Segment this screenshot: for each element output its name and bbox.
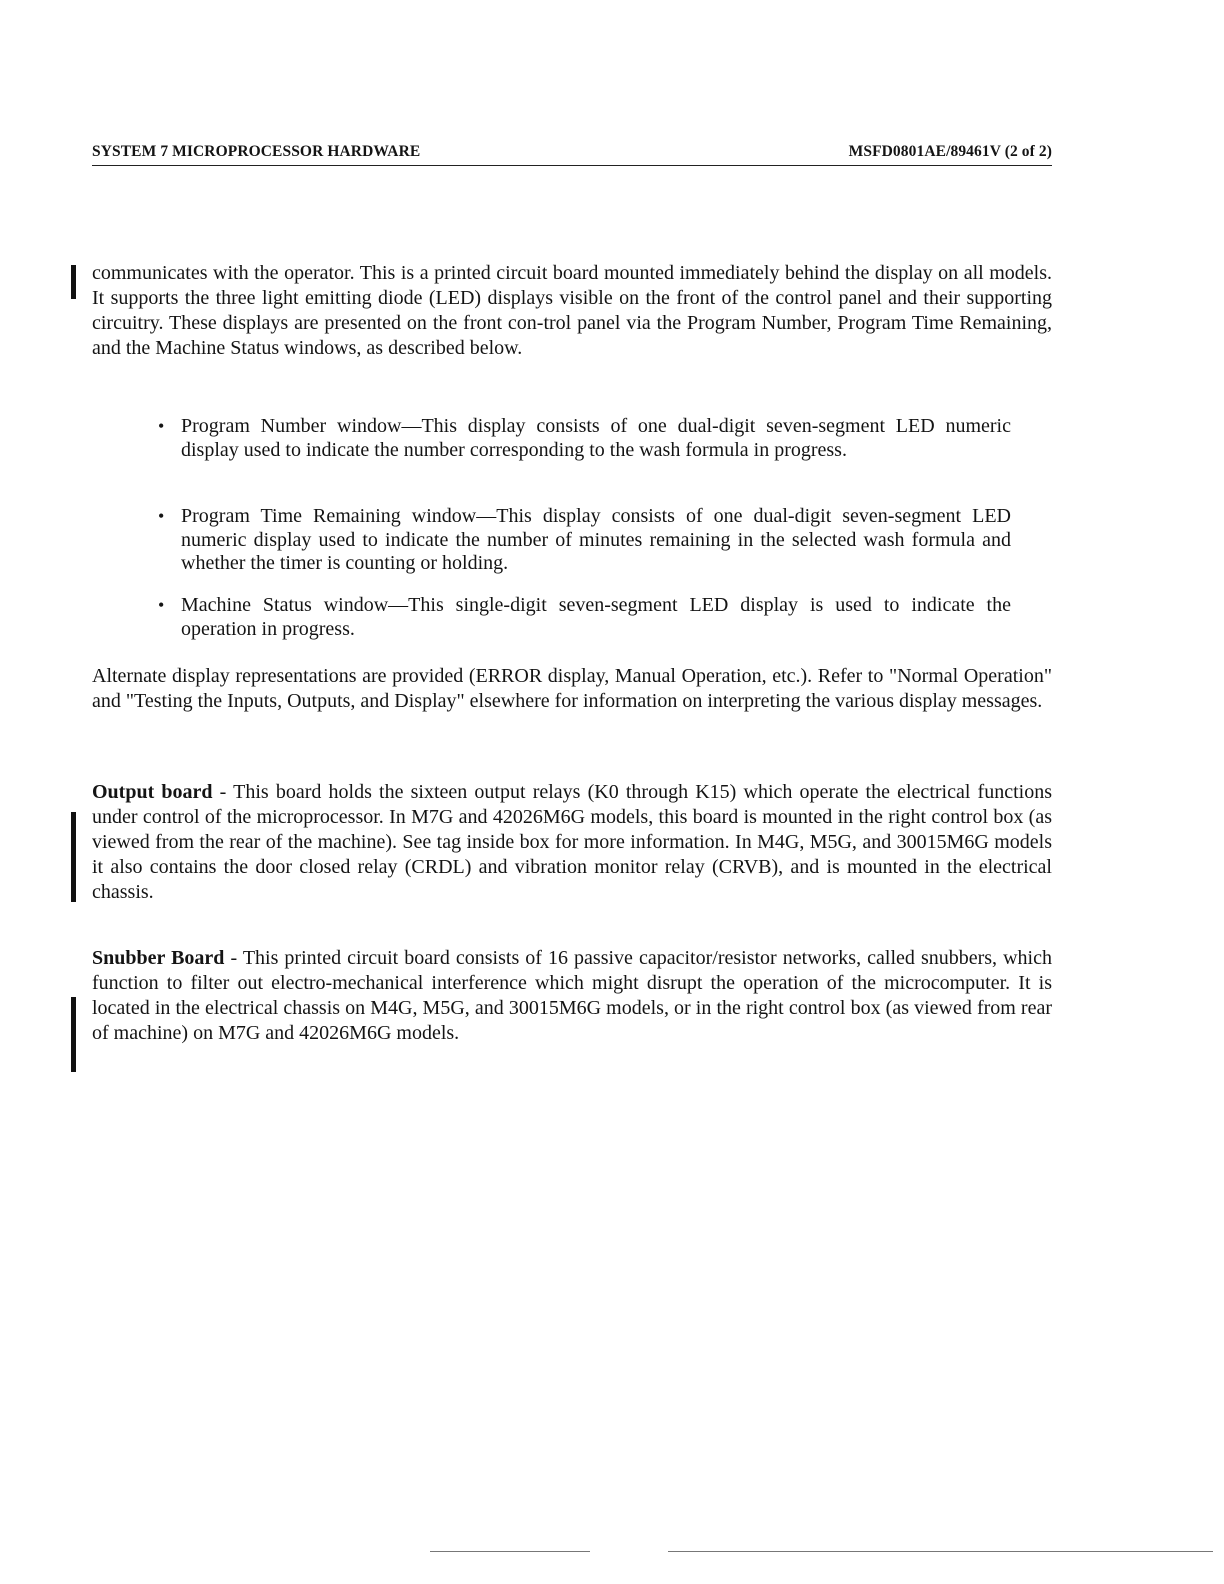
list-item [158, 505, 1011, 576]
bullet-icon: • [158, 595, 165, 615]
header-rule [92, 165, 1052, 166]
list-item-text: Machine Status window—This single-digit seven-segment LED display is used to indicate the operation in progress. [181, 594, 1011, 640]
alternate-display-paragraph: Alternate display representations are provided (ERROR display, Manual Operation, etc.). Refer to "Normal Operation" and "Testing the Inputs, Outputs, and Display" elsewhere for information on interpreting the various display messages. [92, 665, 1052, 712]
footer-rule [430, 1551, 590, 1552]
list-item [158, 415, 1011, 462]
snubber-board-text: - This printed circuit board consists of 16 passive capacitor/resistor networks, called snubbers, which function to filter out electro-mechanical interference which might disrupt the operation of the microcomputer. It is located in the electrical chassis on M4G, M5G, and 30015M6G models, or in the right control box (as viewed from rear of machine) on M7G and 42026M6G models. [92, 947, 1052, 1044]
output-board-text: - This board holds the sixteen output relays (K0 through K15) which operate the electrical functions under control of the microprocessor. In M7G and 42026M6G models, this board is mounted in the right control box (as viewed from the rear of the machine). See tag inside box for more information. In M4G, M5G, and 30015M6G models it also contains the door closed relay (CRDL) and vibration monitor relay (CRVB), and is mounted in the electrical chassis. [92, 781, 1052, 903]
output-board-paragraph [92, 780, 1052, 905]
list-item-text: Program Number window—This display consists of one dual-digit seven-segment LED numeric display used to indicate the number corresponding to the wash formula in progress. [181, 415, 1011, 461]
change-bar [71, 265, 76, 299]
header-doc-number: MSFD0801AE/89461V (2 of 2) [848, 143, 1052, 160]
header-title: SYSTEM 7 MICROPROCESSOR HARDWARE [92, 143, 421, 160]
change-bar [71, 997, 76, 1072]
snubber-board-paragraph [92, 946, 1052, 1046]
list-item [158, 594, 1011, 641]
footer-rule [668, 1551, 1213, 1552]
output-board-title: Output board [92, 781, 213, 803]
snubber-board-title: Snubber Board [92, 947, 225, 969]
list-item-text: Program Time Remaining window—This display consists of one dual-digit seven-segment LED numeric display used to indicate the number of minutes remaining in the selected wash formula and whether the timer is counting or holding. [181, 505, 1011, 574]
intro-paragraph: communicates with the operator. This is a printed circuit board mounted immediately behind the display on all models. It supports the three light emitting diode (LED) displays visible on the front of the control panel and their supporting circuitry. These displays are presented on the front con-trol panel via the Program Number, Program Time Remaining, and the Machine Status windows, as described below. [92, 262, 1052, 359]
bullet-icon: • [158, 506, 165, 526]
change-bar [71, 812, 76, 902]
bullet-icon: • [158, 416, 165, 436]
page-header [92, 143, 1052, 161]
